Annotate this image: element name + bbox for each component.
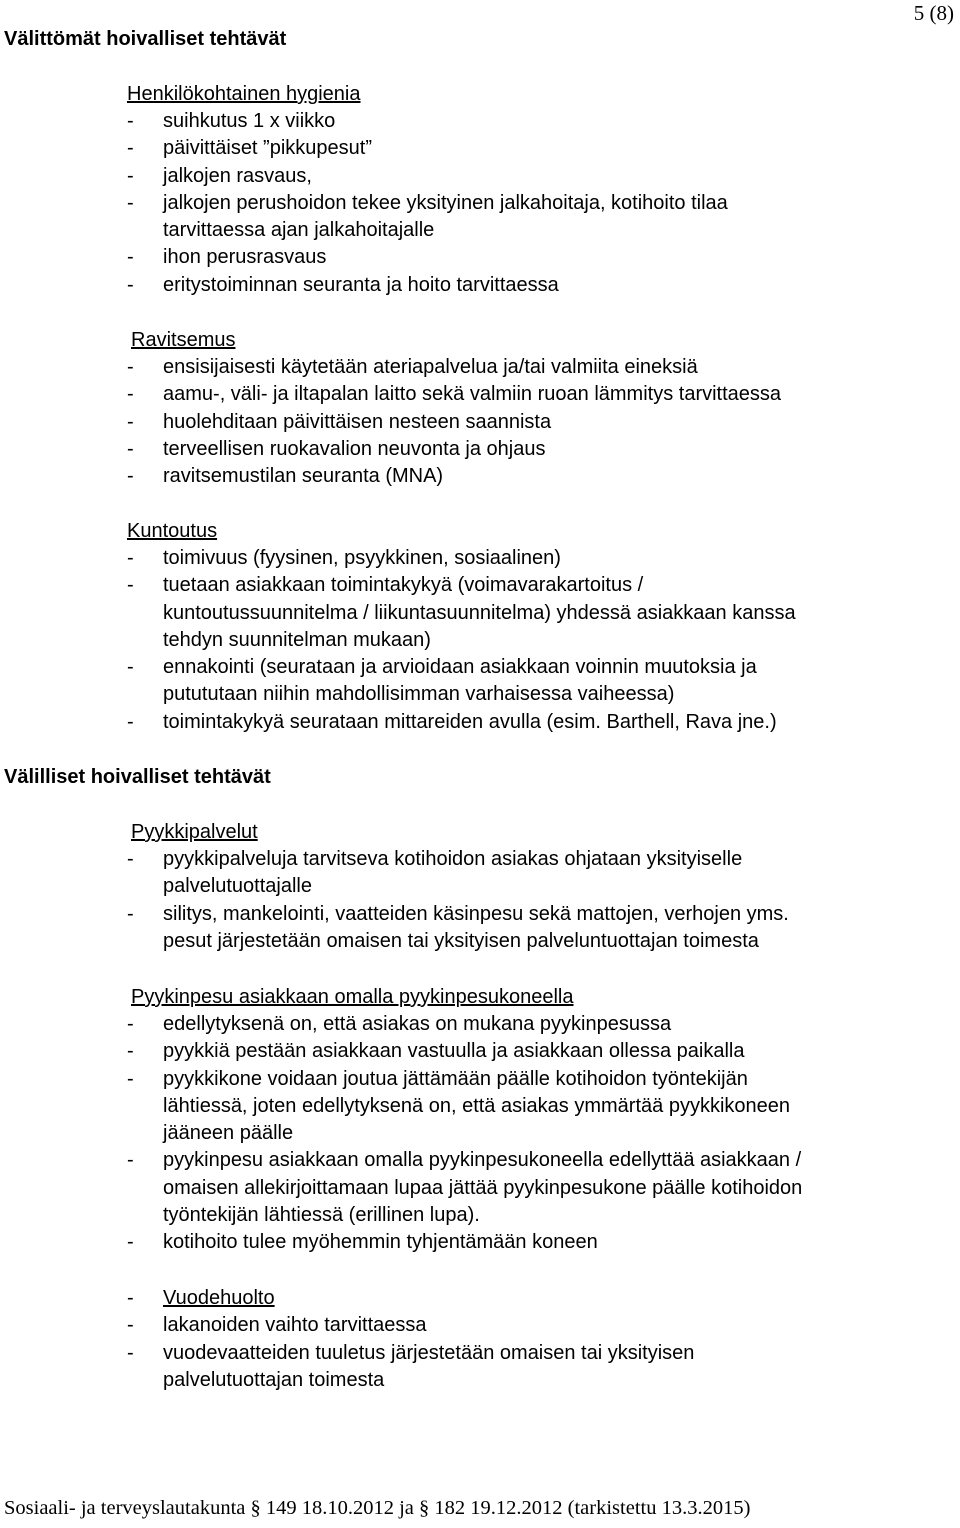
list-item: - pyykkiä pestään asiakkaan vastuulla ja asiakkaan ollessa paikalla — [127, 1040, 745, 1063]
washing-machine-title: Pyykinpesu asiakkaan omalla pyykinpesukoneella — [131, 986, 574, 1008]
list-item: - huolehditaan päivittäisen nesteen saannista — [127, 410, 552, 433]
bedding-section — [127, 1285, 947, 1394]
indirect-tasks-heading: Välilliset hoivalliset tehtävät — [4, 766, 271, 788]
list-item: - edellytyksenä on, että asiakas on mukana pyykinpesussa — [127, 1013, 672, 1035]
hygiene-title: Henkilökohtainen hygienia — [127, 83, 361, 105]
list-item: - pyykinpesu asiakkaan omalla pyykinpesukoneella edellyttää asiakkaan / omaisen allekirjoittamaan lupaa jättää pyykinpesukone päälle kotihoidon työntekijän lähtiessä (erillinen lupa). — [127, 1149, 803, 1227]
list-item: - terveellisen ruokavalion neuvonta ja ohjaus — [127, 437, 546, 460]
page-number: 5 (8) — [913, 1, 954, 25]
list-item: - päivittäiset ”pikkupesut” — [127, 137, 372, 160]
nutrition-title: Ravitsemus — [131, 329, 236, 351]
list-item: - jalkojen rasvaus, — [127, 164, 312, 187]
bedding-title: Vuodehuolto — [163, 1287, 275, 1309]
nutrition-section — [127, 326, 951, 490]
washing-machine-section — [127, 983, 951, 1257]
list-item: - tuetaan asiakkaan toimintakykyä (voimavarakartoitus / kuntoutussuunnitelma / liikuntasuunnitelma) yhdessä asiakkaan kanssa tehdyn suunnitelman mukaan) — [127, 574, 796, 651]
list-item: - ihon perusrasvaus — [127, 246, 327, 269]
rehab-title: Kuntoutus — [127, 520, 218, 542]
bedding-title-row: - Vuodehuolto — [127, 1285, 947, 1312]
list-item: - ravitsemustilan seuranta (MNA) — [127, 465, 444, 488]
list-item: - suihkutus 1 x viikko — [127, 110, 336, 132]
direct-tasks-heading: Välittömät hoivalliset tehtävät — [4, 28, 287, 50]
list-item: - kotihoito tulee myöhemmin tyhjentämään koneen — [127, 1231, 598, 1254]
list-item: - silitys, mankelointi, vaatteiden käsinpesu sekä mattojen, verhojen yms. pesut järjestetään omaisen tai yksityisen palveluntuottajan toimesta — [127, 902, 789, 952]
list-item: - toimivuus (fyysinen, psyykkinen, sosiaalinen) — [127, 547, 561, 569]
list-item: - jalkojen perushoidon tekee yksityinen jalkahoitaja, kotihoito tilaa tarvittaessa ajan jalkahoitajalle — [127, 191, 728, 242]
list-item: - aamu-, väli- ja iltapalan laitto sekä valmiin ruoan lämmitys tarvittaessa — [127, 383, 782, 406]
list-item: - pyykkipalveluja tarvitseva kotihoidon asiakas ohjataan yksityiselle palvelutuottajalle — [127, 848, 743, 898]
list-item: - ensisijaisesti käytetään ateriapalvelua ja/tai valmiita eineksiä — [127, 356, 698, 378]
list-item: - ennakointi (seurataan ja arvioidaan asiakkaan voinnin muutoksia ja putututaan niihin mahdollisimman varhaisessa vaiheessa) — [127, 656, 757, 706]
rehab-section — [127, 517, 947, 736]
laundry-services-title: Pyykkipalvelut — [131, 821, 258, 843]
laundry-services-section — [127, 818, 951, 955]
list-item: - pyykkikone voidaan joutua jättämään päälle kotihoidon työntekijän lähtiessä, joten edellytyksenä on, että asiakas ymmärtää pyykkikoneen jääneen päälle — [127, 1067, 791, 1145]
page-footer: Sosiaali- ja terveyslautakunta § 149 18.10.2012 ja § 182 19.12.2012 (tarkistettu 13.3.2015) — [4, 1497, 751, 1519]
hygiene-section — [127, 80, 947, 299]
list-item: - lakanoiden vaihto tarvittaessa — [127, 1314, 427, 1337]
list-item: - toimintakykyä seurataan mittareiden avulla (esim. Barthell, Rava jne.) — [127, 710, 777, 733]
list-item: - vuodevaatteiden tuuletus järjestetään omaisen tai yksityisen palvelutuottajan toimesta — [127, 1341, 695, 1391]
list-item: - eritystoiminnan seuranta ja hoito tarvittaessa — [127, 273, 559, 296]
